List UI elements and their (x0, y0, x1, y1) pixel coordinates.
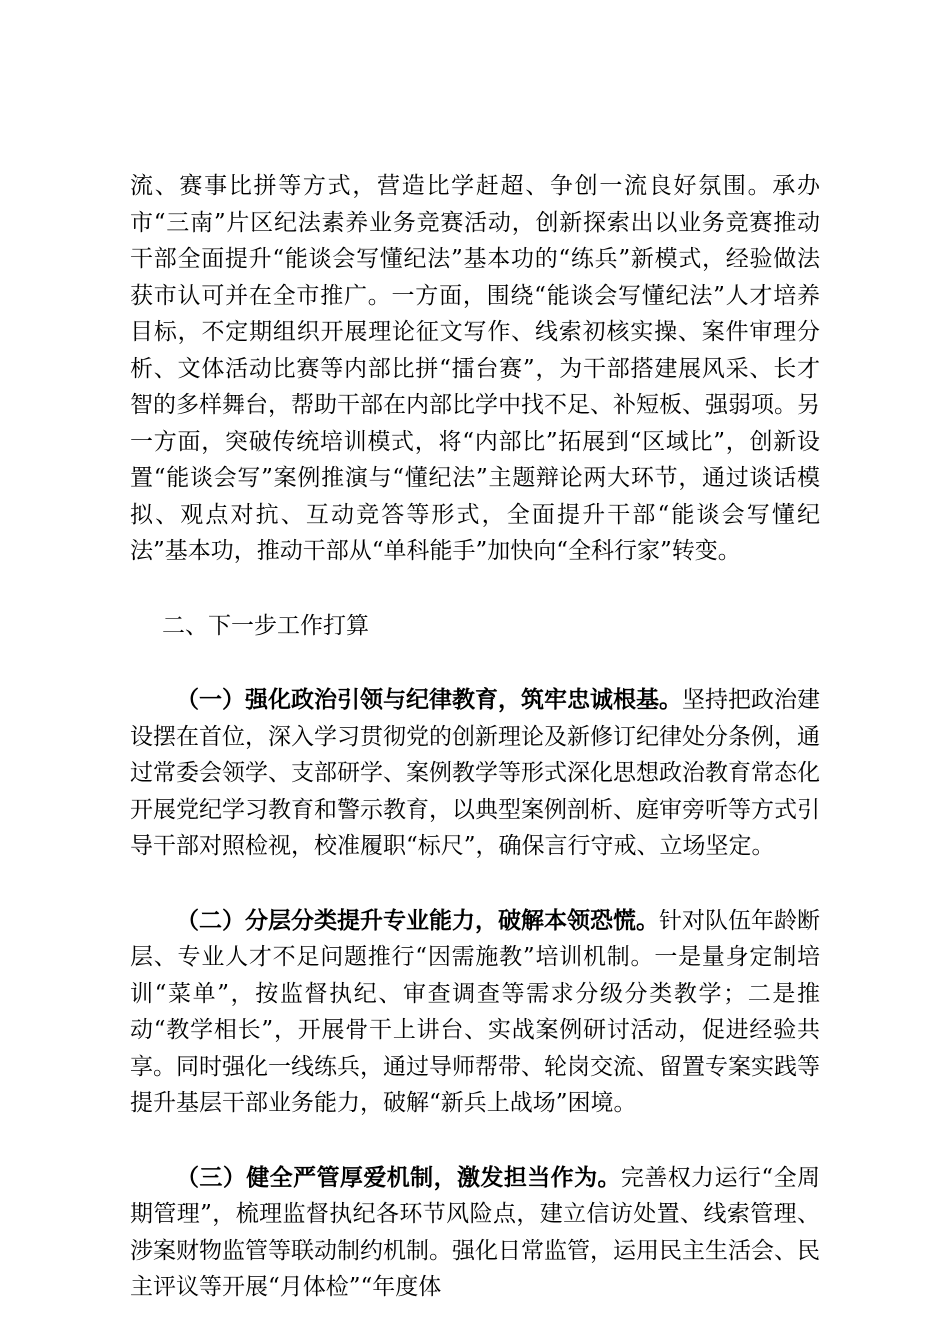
item-paragraph-1 (130, 682, 820, 865)
item-paragraph-3 (130, 1160, 820, 1306)
item-paragraph-2 (130, 903, 820, 1122)
body-paragraph-1: 流、赛事比拼等方式，营造比学赶超、争创一流良好氛围。承办市“三南”片区纪法素养业务竞赛活动，创新探索出以业务竞赛推动干部全面提升“能谈会写懂纪法”基本功的“练兵”新模式，经验做法获市认可并在全市推广。一方面，围绕“能谈会写懂纪法”人才培养目标，不定期组织开展理论征文写作、线索初核实操、案件审理分析、文体活动比赛等内部比拼“擂台赛”，为干部搭建展风采、长才智的多样舞台，帮助干部在内部比学中找不足、补短板、强弱项。另一方面，突破传统培训模式，将“内部比”拓展到“区域比”，创新设置“能谈会写”案例推演与“懂纪法”主题辩论两大环节，通过谈话模拟、观点对抗、互动竞答等形式，全面提升干部“能谈会写懂纪法”基本功，推动干部从“单科能手”加快向“全科行家”转变。 (130, 173, 820, 564)
section-heading: 二、下一步工作打算 (162, 612, 369, 639)
paragraph-gap (130, 865, 820, 903)
item-2-body: 针对队伍年龄断层、专业人才不足问题推行“因需施教”培训机制。一是量身定制培训“菜单”，按监督执纪、审查调查等需求分级分类教学；二是推动“教学相长”，开展骨干上讲台、实战案例研讨活动，促进经验共享。同时强化一线练兵，通过导师帮带、轮岗交流、留置专案实践等提升基层干部业务能力，破解“新兵上战场”困境。 (130, 907, 820, 1116)
paragraph-gap (130, 644, 820, 682)
item-1-body: 坚持把政治建设摆在首位，深入学习贯彻党的创新理论及新修订纪律处分条例，通过常委会领学、支部研学、案例教学等形式深化思想政治教育常态化开展党纪学习教育和警示教育，以典型案例剖析、庭审旁听等方式引导干部对照检视，校准履职“标尺”，确保言行守戒、立场坚定。 (130, 687, 820, 859)
item-1-title: （一）强化政治引领与纪律教育，筑牢忠诚根基。 (176, 686, 682, 713)
paragraph-gap (130, 1122, 820, 1160)
item-3-title: （三）健全严管厚爱机制，激发担当作为。 (176, 1163, 621, 1191)
item-2-title: （二）分层分类提升专业能力，破解本领恐慌。 (176, 906, 659, 934)
paragraph-gap (130, 570, 820, 608)
document-page (130, 168, 820, 1306)
item-3-body: 完善权力运行“全周期管理”，梳理监督执纪各环节风险点，建立信访处置、线索管理、涉案财物监管等联动制约机制。强化日常监管，运用民主生活会、民主评议等开展“月体检”“年度体 (130, 1164, 820, 1300)
